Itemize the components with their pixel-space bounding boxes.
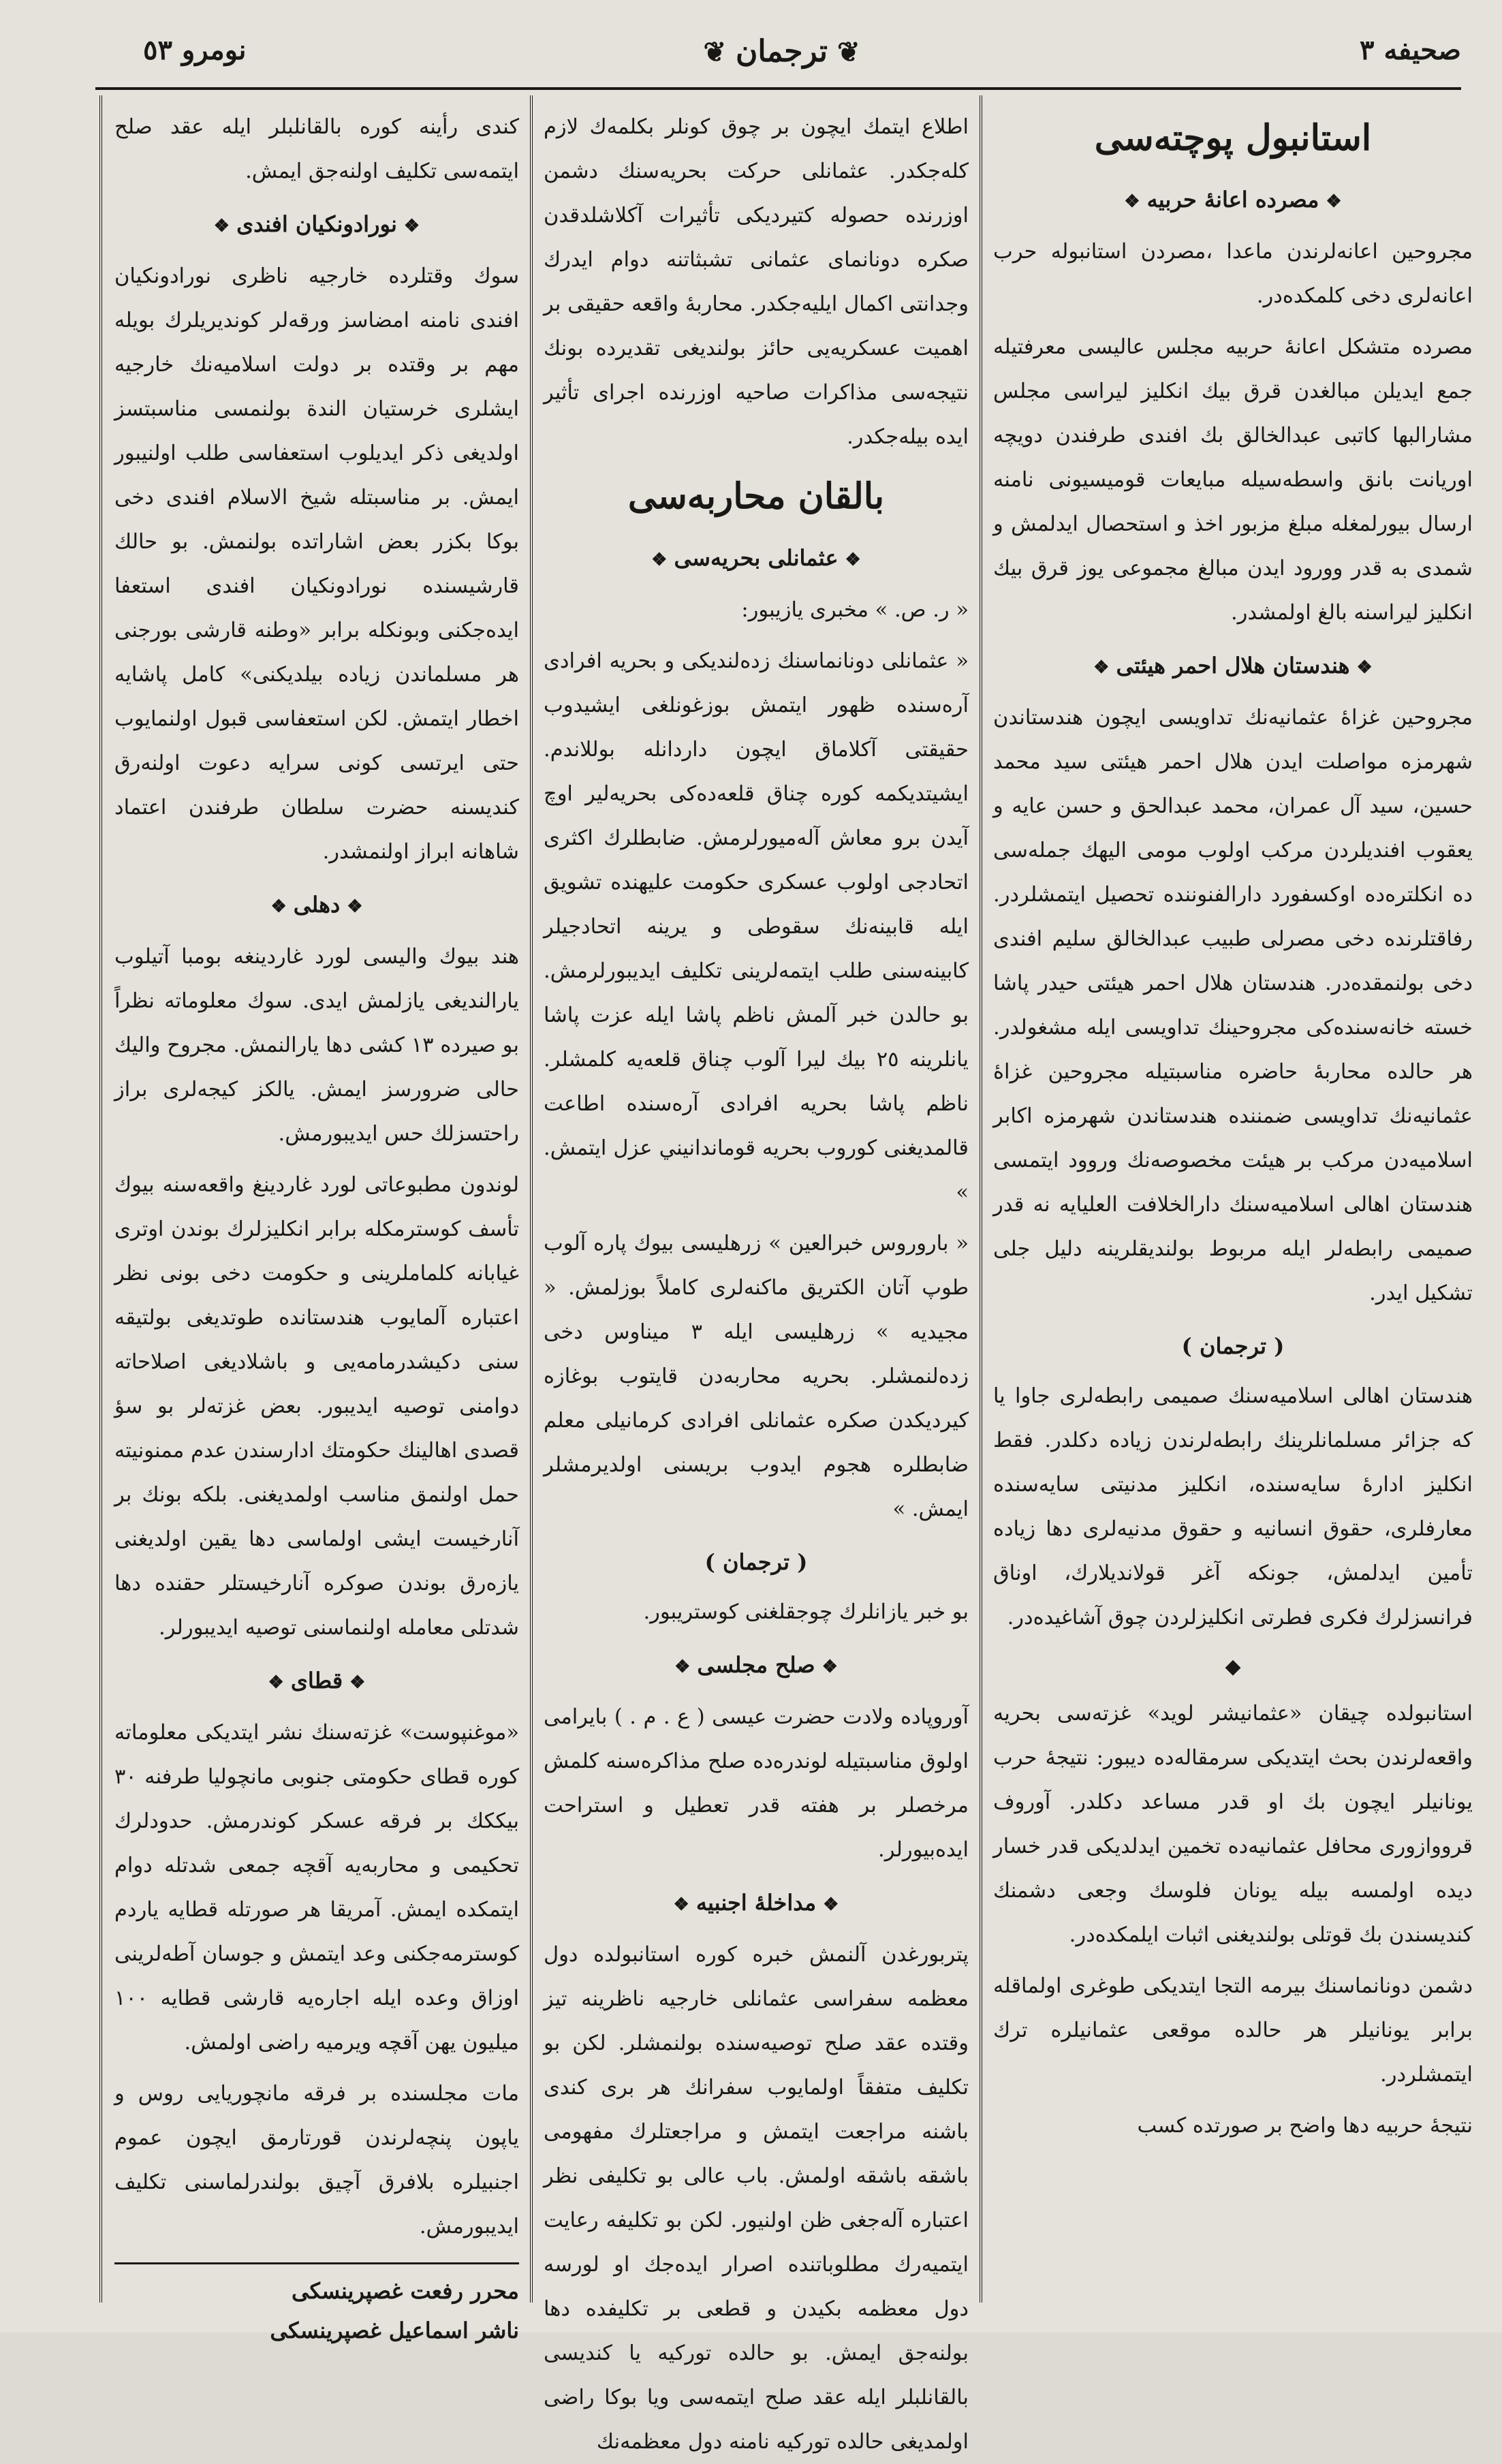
article-paragraph: مات مجلسنده بر فرقه مانچوريايى روس و ياپون پنچه‌لرندن قورتارمق ايچون عموم اجنبيلره بلافرق آچيق بولندرلماسنى تكليف ايديبورمش. bbox=[114, 2082, 519, 2239]
section-heading: ❖ مداخلهٔ اجنبيه ❖ bbox=[544, 1879, 969, 1929]
article-paragraph: هندستان اهالى اسلاميه‌سنك صميمى رابطه‌لرى جاوا يا كه جزائر مسلمانلرينك رابطه‌لرندن زياده دكلدر. فقط انكليز ادارهٔ سايه‌سنده، انكليز مدنيتى سايه‌سنده معارفلرى، حقوق انسانيه و حقوق مدنيه‌لرى دها زياده تأمين ايدلمش، جونكه آغر قولانديلارك، اوناق فرانسزلرك فكرى فطرتى انكليزلردن چوق آشاغيده‌در. bbox=[993, 1384, 1473, 1629]
publisher-credit: ناشر اسماعيل غصپرينسكى bbox=[270, 2318, 519, 2343]
section-heading: ❖ هندستان هلال احمر هيئتى ❖ bbox=[993, 642, 1473, 691]
newspaper-name: ❦ ترجمان ❦ bbox=[694, 34, 870, 69]
column-left bbox=[102, 95, 531, 2343]
masthead-rule bbox=[95, 87, 1461, 90]
article-paragraph: دشمن دونانماسنك بيرمه التجا ايتديكى طوغرى اولماقله برابر يونانيلر هر حالده موقعى عثمانيلره ترك ايتمشلردر. bbox=[993, 1974, 1473, 2087]
balkan-war-title: بالقان محاربه‌سى bbox=[627, 475, 885, 517]
editor-credit: محرر رفعت غصپرينسكى bbox=[291, 2278, 519, 2304]
article-lead: « ر. ص. » مخبرى يازيبور: bbox=[741, 598, 969, 622]
ornament-divider: ◆ bbox=[1225, 1655, 1241, 1679]
article-paragraph: « عثمانلى دونانماسنك زده‌لنديكى و بحريه افرادى آره‌سنده ظهور ايتمش بوزغونلغى ايشيدوب حقيقتى آكلاماق ايچون داردانله بوللاندم. ايشيتديكمه كوره چناق قلعه‌ده‌كى بحريه‌لير اوچ آيدن برو معاش آله‌ميورلرمش. ضابطلرك اكثرى اتحادجى اولوب عسكرى حكومت عليهنده تشويق ايله قابينه‌نك سقوطى و يرينه اتحادجيلر كابينه‌سنى طلب ايتمه‌لرينى تكليف ايديبورلرمش. بو حالدن خبر آلمش ناظم پاشا ايله عزت پاشا يانلرينه ٢٥ بيك ليرا آلوب چناق قلعه‌يه كلمشلر. ناظم پاشا بحريه افرادى آره‌سنده اطاعت قالمديغنى كوروب بحريه قوماندانيني عزل ايتمش. » bbox=[544, 649, 969, 1204]
issue-number-label: نومرو ٥٣ bbox=[143, 34, 247, 66]
column-middle bbox=[531, 95, 981, 2454]
istanbul-post-title: استانبول پوچته‌سى bbox=[1094, 117, 1372, 159]
editor-signature: ( ترجمان ) bbox=[1181, 1333, 1285, 1359]
article-paragraph: بو خبر يازانلرك چوجقلغنى كوستريبور. bbox=[643, 1600, 969, 1624]
section-heading: ❖ قطاى ❖ bbox=[114, 1657, 519, 1706]
masthead bbox=[102, 20, 1461, 102]
article-paragraph: مصرده متشكل اعانهٔ حربيه مجلس عاليسى معرفتيله جمع ايديلن مبالغدن قرق بيك انكليز ليراسى مجلس مشارالبها كاتبى عبدالخالق بك افندى طرفندن دويچه اوريانت بانق واسطه‌سيله مبايعات قوميسيونى نامنه ارسال بيورلمغله مبلغ مزبور اخذ و استحصال ايدلمش و شمدى به قدر وورود ايدن مبالغ مجموعى يوز قرق بيك انكليز ليراسنه بالغ اولمشدر. bbox=[993, 335, 1473, 625]
article-paragraph: مجروحين اعانه‌لرندن ماعدا ،مصردن استانبوله حرب اعانه‌لرى دخى كلمكده‌در. bbox=[993, 240, 1473, 308]
article-paragraph: اطلاع ايتمك ايچون بر چوق كونلر بكلمه‌ك لازم كله‌جكدر. عثمانلى حركت بحريه‌سنك دشمن اوزرنده حصوله كتيرديكى تأثيرات آكلاشلدقدن صكره دونانماى عثمانى تشبثاتنه دوام ايدرك وجدانتى اكمال ايليه‌جكدر. محاربهٔ واقعه حقيقى بر اهميت عسكريه‌يى حائز بولنديغى تقديرده بونك نتيجه‌سى مذاكرات صاحيه اوزرنده اجراى تأثير ايده بيله‌جكدر. bbox=[544, 115, 969, 449]
article-paragraph: مجروحين غزاهٔ عثمانيه‌نك تداويسى ايچون هندستاندن شهرمزه مواصلت ايدن هلال احمر هيئتى سيد محمد حسين، سيد آل عمران، محمد عبدالحق و حسن عايه و يعقوب افنديلردن مركب اولوب مومى اليهك جمله‌سى ده انكلتره‌ده اوكسفورد دارالفنوننده تحصيل ايتمشلردر. رفاقتلرنده دخى مصرلى طبيب عبدالخالق سليم افندى دخى بولنمقده‌در. هندستان هلال احمر هيئتى حيدر پاشا خسته خانه‌سنده‌كى مجروحينك تداويسى ايله مشغولدر. هر حالده محاربهٔ حاضره مناسبتيله مجروحين غزاهٔ عثمانيه‌نك تداويسى ضمننده هندستاندن شهرمزه اكابر اسلاميه‌دن مركب بر هيئت مخصوصه‌نك وروود ايتمسى هندستان اهالى اسلاميه‌سنك دارالخلافت العليايه نه قدر صميمى رابطه‌لر ايله مربوط بولنديقلرينه دليل جلى تشكيل ايدر. bbox=[993, 706, 1473, 1305]
footer-rule bbox=[114, 2262, 519, 2264]
article-paragraph: آوروپاده ولادت حضرت عيسى ( ع . م . ) بايرامى اولوق مناسبتيله لوندره‌ده صلح مذاكره‌سنه كلمش مرخصلر بر هفته قدر تعطيل و استراحت ايده‌بيورلر. bbox=[544, 1705, 969, 1862]
article-paragraph: سوك وقتلرده خارجيه ناظرى نورادونكيان افندى نامنه امضاسز ورقه‌لر كونديريلرك بويله مهم بر وقتده بر دولت اسلاميه‌نك خارجيه ايشلرى خرستيان الندة بولنمسى مناسبتسز اولديغى ذكر ايديلوب استعفاسى طلب اولنيبور ايمش. بر مناسبتله شيخ الاسلام افندى دخى بوكا بكزر بعض اشاراتده بولنمش. بو حالك قارشيسنده نورادونكيان افندى استعفا ايده‌جكنى وبونكله برابر «وطنه قارشى بورجنى هر مسلماندن زياده بيلديكنى» كامل پاشايه اخطار ايتمش. لكن استعفاسى قبول اولنمايوب حتى ايرتسى كونى سرايه دعوت اولنه‌رق كنديسنه حضرت سلطان طرفندن اعتماد شاهانه ابراز اولنمشدر. bbox=[114, 264, 519, 864]
article-paragraph: هند بيوك واليسى لورد غاردينغه بومبا آتيلوب يارالنديغى يازلمش ايدى. سوك معلوماته نظراً بو صيرده ١٣ كشى دها يارالنمش. مجروح واليك حالى ضرورسز ايمش. يالكز كيجه‌لرى براز راحتسزلك حس ايديبورمش. bbox=[114, 945, 520, 1146]
page-number-label: صحيفه ٣ bbox=[1360, 34, 1461, 66]
section-heading: ❖ دهلى ❖ bbox=[114, 881, 519, 931]
article-paragraph: استانبولده چيقان «عثمانيشر لويد» غزته‌سى بحريه واقعه‌لرندن بحث ايتديكى سرمقاله‌ده ديبور: نتيجهٔ حرب يونانيلر ايچون بك او قدر مساعد دكلدر. آوروف قرووازورى محافل عثمانيه‌ده تخمين ايدلديكى قدر خسار ديده اولمسه بيله يونان فلوسك وجعى دشمنك كنديسندن بك قوتلى بولنديغنى اثبات ايلمكده‌در. bbox=[993, 1702, 1473, 1947]
section-heading: ❖ عثمانلى بحريه‌سى ❖ bbox=[544, 534, 969, 584]
article-paragraph: «موغنپوست» غزته‌سنك نشر ايتديكى معلوماته كوره قطاى حكومتى جنوبى مانچوليا طرفنه ٣٠ بيككك بر فرقه عسكر كوندرمش. حدودلرك تحكيمى و محاربه‌يه آقچه جمعى شدتله دوام ايتمكده ايمش. آمريقا هر صورتله قطايه ياردم كوسترمه‌جكنى وعد ايتمش و جوسان آطه‌لرينى اوزاق وعده ايله اجاره‌يه قارشى قطايه ١٠٠ ميليون يهن آقچه ويرميه راضى اولمش. bbox=[114, 1721, 519, 2055]
column-right bbox=[981, 95, 1485, 2303]
section-heading: ❖ نورادونكيان افندى ❖ bbox=[114, 200, 519, 250]
article-paragraph: « باروروس خبرالعين » زرهليسى بيوك پاره آلوب طوپ آتان الكتريق ماكنه‌لرى كاملاً بوزلمش. « مجيديه » زرهليسى ايله ٣ ميناوس دخى زده‌لنمشلر. بحريه محاربه‌دن قايتوب بوغازه كيرديكدن صكره عثمانلى افرادى كرمانيلى معلم ضابطلره هجوم ايدوب بريسنى اولديرمشلر ايمش. » bbox=[544, 1232, 969, 1521]
section-heading: ❖ مصرده اعانهٔ حربيه ❖ bbox=[993, 176, 1473, 225]
editor-signature: ( ترجمان ) bbox=[704, 1549, 808, 1575]
article-paragraph: پتربورغدن آلنمش خبره كوره استانبولده دول معظمه سفراسى عثمانلى خارجيه ناظرينه تيز وقتده عقد صلح توصيه‌سنده بولنمشلر. لكن بو تكليف متفقاً اولمايوب سفرانك هر برى كندى باشنه مراجعت ايتمش و مراجعتلرك مفهومى باشقه باشقه اولمش. باب عالى بو تكليفى نظر اعتباره آله‌جغى ظن اولنيور. لكن بو تكليفه رعايت ايتميه‌رك مطلوباتنده اصرار ايده‌جك او لورسه دول معظمه بكيدن و قطعى بر تكليفده دها بولنه‌جق ايمش. بو حالده توركيه يا كنديسى بالقانلبلر ايله عقد صلح ايتمه‌سى ويا بوكا راضى اولمديغى حالده توركيه نامنه دول معظمه‌نك bbox=[544, 1943, 969, 2454]
article-paragraph: كندى رأينه كوره بالقانلبلر ايله عقد صلح ايتمه‌سى تكليف اولنه‌جق ايمش. bbox=[114, 115, 519, 183]
section-heading: ❖ صلح مجلسى ❖ bbox=[544, 1641, 969, 1691]
article-paragraph: لوندون مطبوعاتى لورد غاردينغ واقعه‌سنه بيوك تأسف كوسترمكله برابر انكليزلرك بوندن اوترى غيابانه كلماملرينى و حكومت دخى بونى نظر اعتباره آلمايوب هندستانده طوتديغى بولتيقه سنى دكيشدرمامه‌يى و باشلاديغى اصلاحاته دوامنى توصيه ايديبور. بعض غزته‌لر بو سؤ قصدى اهالينك حكومتك ادارسندن عدم ممنونيته حمل اولنمق مناسب اولمديغنى. بلكه بونك بر آنارخيست ايشى اولماسى دها يقين اولديغنى يازه‌رق بوندن صوكره آنارخيستلر حقنده دها شدتلى معامله اولنماسنى توصيه ايديبورلر. bbox=[114, 1173, 519, 1640]
article-paragraph: نتيجهٔ حربيه دها واضح بر صورتده كسب bbox=[1137, 2114, 1473, 2138]
